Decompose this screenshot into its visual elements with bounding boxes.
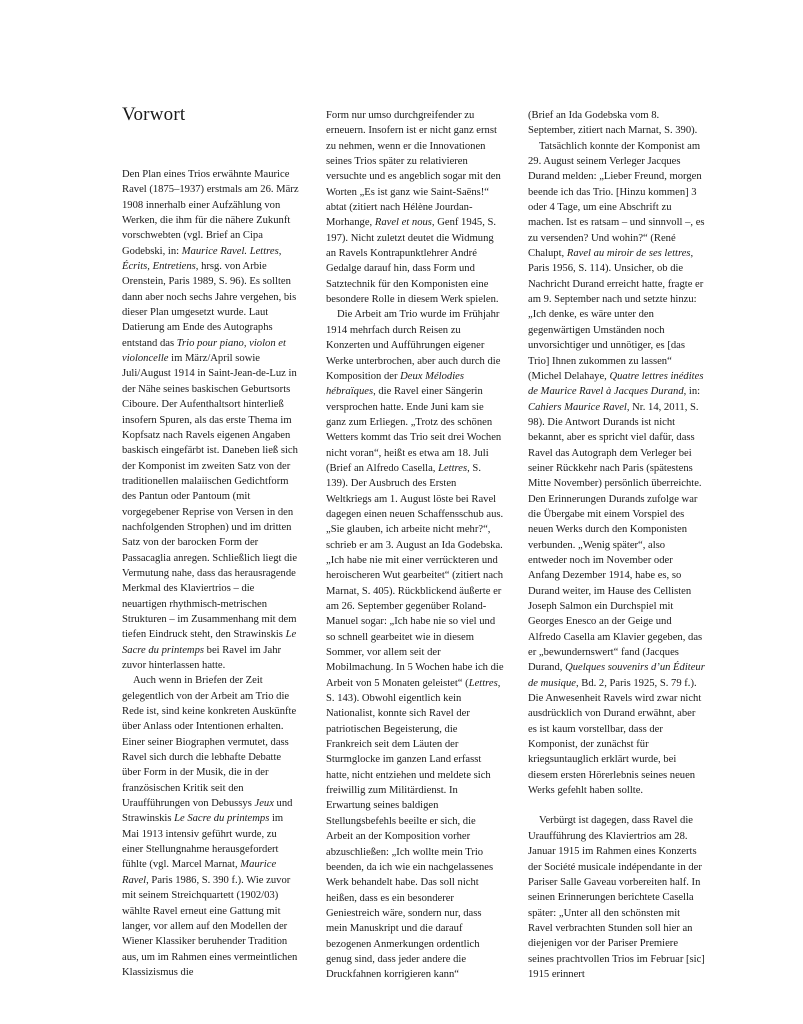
- paragraph: (Brief an Ida Godebska vom 8. September, zitiert nach Marnat, S. 390).: [528, 110, 698, 137]
- paragraph: Die Arbeit am Trio wurde im Frühjahr 1914 mehrfach durch Reisen zu Konzerten und Aufführungen eigener Werke unterbrochen, aber auch durch die Komposition der Deux Mélodies hébraïques, die Ravel einer Sängerin versprochen hatte. Ende Juni kam sie ganz zum Erliegen. „Trotz des schönen Wetters kommt das Trio seit drei Wochen nicht voran“, heißt es etwa am 18. Juli (Brief an Alfredo Casella, Lettres, S. 139). Der Ausbruch des Ersten Weltkriegs am 1. August löste bei Ravel dagegen einen neuen Schaffensschub aus. „Sie glauben, ich arbeite nicht mehr?“, schrieb er am 3. August an Ida Godebska. „Ich habe nie mit einer verrückteren und heroischeren Wut gearbeitet“ (zitiert nach Marnat, S. 405). Rückblickend äußerte er am 26. September gegenüber Roland-Manuel sogar: „Ich habe nie so viel und so schnell gearbeitet wie in diesem Sommer, vor allem seit der Mobilmachung. In 5 Wochen habe ich die Arbeit von 5 Monaten geleistet“ (Lettres, S. 143). Obwohl eigentlich kein Nationalist, konnte sich Ravel der patriotischen Begeisterung, die Frankreich seit dem Läuten der Sturmglocke im ganzen Land erfasst hatte, nicht entziehen und meldete sich freiwillig zum Militärdienst. In Erwartung seines baldigen Stellungsbefehls beeilte er sich, die Arbeit an der Komposition vorher abzuschließen: „Ich wollte mein Trio beenden, da ich wie ein nachgelassenes Werk behandelt habe. Das soll nicht heißen, dass es ein besonderer Geniestreich wäre, sondern nur, dass mein Manuskript und die darauf bezogenen Anmerkungen ordentlich genug sind, dass jeder andere die Druckfahnen korrigieren kann“: [326, 309, 504, 981]
- paragraph: Verbürgt ist dagegen, dass Ravel die Uraufführung des Klaviertrios am 28. Januar 1915 im Rahmen eines Konzerts der Société musicale indépendante in der Pariser Salle Gaveau vorbereiten half. In seinen Erinnerungen berichtete Casella später: „Unter all den schönsten mit Ravel verbrachten Stunden soll hier an diejenigen vor der Pariser Premiere seines prachtvollen Trios im Februar [sic] 1915 erinnert: [528, 815, 705, 980]
- paragraph: Tatsächlich konnte der Komponist am 29. August seinem Verleger Jacques Durand melden: „Lieber Freund, morgen beende ich das Trio. [Hinzu kommen] 3 oder 4 Tage, um eine Abschrift zu machen. Ist es ratsam – und sinnvoll –, es zu versenden? Und wohin?“ (René Chalupt, Ravel au miroir de ses lettres, Paris 1956, S. 114). Unsicher, ob die Nachricht Durand erreicht hatte, fragte er am 9. September nach und setzte hinzu: „Ich denke, es wäre unter den gegenwärtigen Umständen noch unvorsichtiger und unnötiger, es [das Trio] Ihnen zukommen zu lassen“ (Michel Delahaye, Quatre lettres inédites de Maurice Ravel à Jacques Durand, in: Cahiers Maurice Ravel, Nr. 14, 2011, S. 98). Die Antwort Durands ist nicht bekannt, aber es spricht viel dafür, dass Ravel das Autograph dem Verleger bei seiner Rückkehr nach Paris (spätestens Mitte November) persönlich überreichte. Den Erinnerungen Durands zufolge war die Übergabe mit einem Vorspiel des neuen Werks durch den Komponisten verbunden. „Wenig später“, also entweder noch im November oder Anfang Dezember 1914, habe es, so Durand weiter, im Hause des Cellisten Joseph Salmon ein Durchspiel mit Georges Enesco an der Geige und Alfredo Casella am Klavier gegeben, das er „bewundernswert“ fand (Jacques Durand, Quelques souvenirs d’un Éditeur de musique, Bd. 2, Paris 1925, S. 79 f.). Die Anwesenheit Ravels wird zwar nicht ausdrücklich von Durand erwähnt, aber es ist kaum vorstellbar, dass der Komponist, der zunächst für kriegsuntauglich erklärt wurde, bei diesem ersten Hörerlebnis seines neuen Werks gefehlt haben sollte.: [528, 140, 705, 797]
- paragraph: Auch wenn in Briefen der Zeit gelegentlich von der Arbeit am Trio die Rede ist, sind keine konkreten Auskünfte über Anlass oder Intentionen erhalten. Einer seiner Biographen vermutet, dass Ravel sich durch die lebhafte Debatte über Form in der Musik, die in der französischen Kritik seit den Uraufführungen von Debussys Jeux und Strawinskis Le Sacre du printemps im Mai 1913 intensiv geführt wurde, zu einer Stellungnahme herausgefordert fühlte (vgl. Marcel Marnat, Maurice Ravel, Paris 1986, S. 390 f.). Wie zuvor mit seinem Streichquartett (1902/03) wählte Ravel erneut eine Gattung mit langer, vor allem auf den Modellen der Wiener Klassiker beruhender Tradition aus, um im Rahmen eines vermeintlichen Klassizismus die: [122, 675, 298, 978]
- page-title: Vorwort: [122, 104, 186, 125]
- text-column-3: [528, 108, 706, 982]
- paragraph: Den Plan eines Trios erwähnte Maurice Ravel (1875–1937) erstmals am 26. März 1908 innerhalb einer Aufzählung von Werken, die ihm für die nähere Zukunft vorschwebten (vgl. Brief an Cipa Godebski, in: Maurice Ravel. Lettres, Écrits, Entretiens, hrsg. von Arbie Orenstein, Paris 1989, S. 96). Es sollten dann aber noch sechs Jahre vergehen, bis dieser Plan umgesetzt wurde. Laut Datierung am Ende des Autographs entstand das Trio pour piano, violon et violoncelle im März/April sowie Juli/August 1914 in Saint-Jean-de-Luz in der Nähe seines baskischen Geburtsorts Ciboure. Der Aufenthaltsort hinterließ insofern Spuren, als das erste Thema im Kopfsatz nach Ravels eigenen Angaben baskisch eingefärbt ist. Daneben ließ sich der Komponist im zweiten Satz von der traditionellen malaiischen Gedichtform des Pantun oder Pantoum (mit vorgegebener Reprise von Versen in den nachfolgenden Strophen) und im dritten Satz von der barocken Form der Passacaglia anregen. Schließlich liegt die Vermutung nahe, dass das herausragende Merkmal des Klaviertrios – die neuartigen rhythmisch-metrischen Strukturen – im Zusammenhang mit dem tiefen Eindruck steht, den Strawinskis Le Sacre du printemps bei Ravel im Jahr zuvor hinterlassen hatte.: [122, 169, 299, 671]
- text-column-1: [122, 167, 300, 980]
- paragraph: Form nur umso durchgreifender zu erneuern. Insofern ist er nicht ganz ernst zu nehmen, wenn er die Innovationen seines Trios später zu relativieren versuchte und es angeblich sogar mit den Worten „Es ist ganz wie Saint-Saëns!“ abtat (zitiert nach Hélène Jourdan-Morhange, Ravel et nous, Genf 1945, S. 197). Nicht zuletzt deutet die Widmung an Ravels Kontrapunktlehrer André Gedalge darauf hin, dass Form und Satztechnik für den Komponisten eine besondere Rolle in diesem Werk spielen.: [326, 110, 501, 306]
- text-column-2: [326, 108, 504, 983]
